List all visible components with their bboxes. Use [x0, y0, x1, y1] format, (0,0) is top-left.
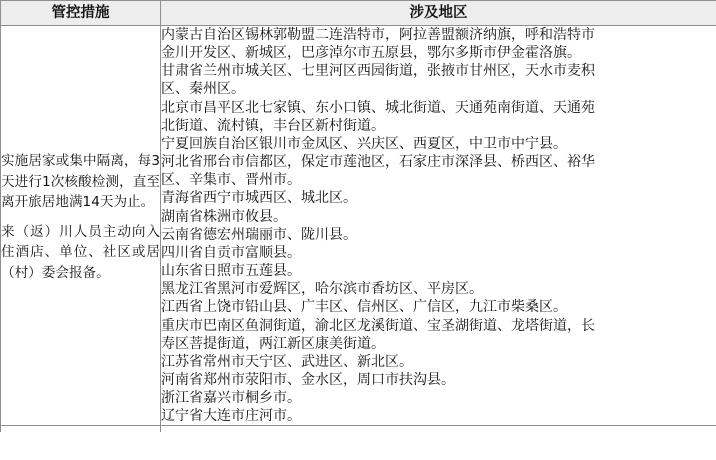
measure-paragraph-quarantine: 实施居家或集中隔离，每3天进行1次核酸检测，直至离开旅居地满14天为止。: [1, 153, 160, 211]
next-row-edge: [1, 426, 716, 433]
area-line: 黑龙江省黑河市爱辉区，哈尔滨市香坊区、平房区。: [161, 281, 483, 298]
content-row: [1, 26, 716, 426]
area-line: 青海省西宁市城西区、城北区。: [161, 190, 357, 207]
area-line: 山东省日照市五莲县。: [161, 263, 301, 280]
area-line: 湖南省株洲市攸县。: [161, 208, 287, 225]
areas-cell: [161, 26, 716, 426]
area-line: 四川省自贡市富顺县。: [161, 244, 301, 261]
area-line: 内蒙古自治区锡林郭勒盟二连浩特市，阿拉善盟额济纳旗，呼和浩特市: [161, 27, 595, 43]
area-line: 北街道、流村镇，丰台区新村街道。: [161, 117, 385, 134]
area-line: 区、秦州区。: [161, 81, 245, 98]
area-line: 江苏省常州市天宁区、武进区、新北区。: [161, 353, 413, 370]
area-line: 宁夏回族自治区银川市金凤区、兴庆区、西夏区，中卫市中宁县。: [161, 135, 567, 152]
header-areas: 涉及地区: [161, 1, 716, 26]
area-line: 江西省上饶市铅山县、广丰区、信州区、广信区，九江市柴桑区。: [161, 299, 567, 316]
area-line: 金川开发区、新城区，巴彦淖尔市五原县，鄂尔多斯市伊金霍洛旗。: [161, 45, 581, 62]
header-measures: 管控措施: [1, 1, 161, 26]
area-line: 寿区菩提街道，两江新区康美街道。: [161, 335, 385, 352]
area-line: 北京市昌平区北七家镇、东小口镇、城北街道、天通苑南街道、天通苑: [161, 99, 595, 116]
measure-paragraph-report: 来（返）川人员主动向入住酒店、单位、社区或居（村）委会报备。: [1, 223, 160, 281]
area-line: 云南省德宏州瑞丽市、陇川县。: [161, 226, 357, 243]
area-line: 重庆市巴南区鱼洞街道，渝北区龙溪街道、宝圣湖街道、龙塔街道，长: [161, 317, 595, 334]
measure-cell: [1, 26, 161, 426]
area-line: 浙江省嘉兴市桐乡市。: [161, 390, 301, 407]
area-line: 辽宁省大连市庄河市。: [161, 408, 301, 425]
next-row-cell-left: [1, 426, 161, 433]
area-line: 甘肃省兰州市城关区、七里河区西园街道，张掖市甘州区，天水市麦积: [161, 63, 595, 80]
header-row: [1, 1, 716, 26]
area-line: 河北省邢台市信都区，保定市莲池区，石家庄市深泽县、桥西区、裕华: [161, 154, 595, 171]
area-line: 区、辛集市、晋州市。: [161, 172, 301, 189]
next-row-cell-right: [161, 426, 716, 433]
area-line: 河南省郑州市荥阳市、金水区，周口市扶沟县。: [161, 371, 455, 388]
